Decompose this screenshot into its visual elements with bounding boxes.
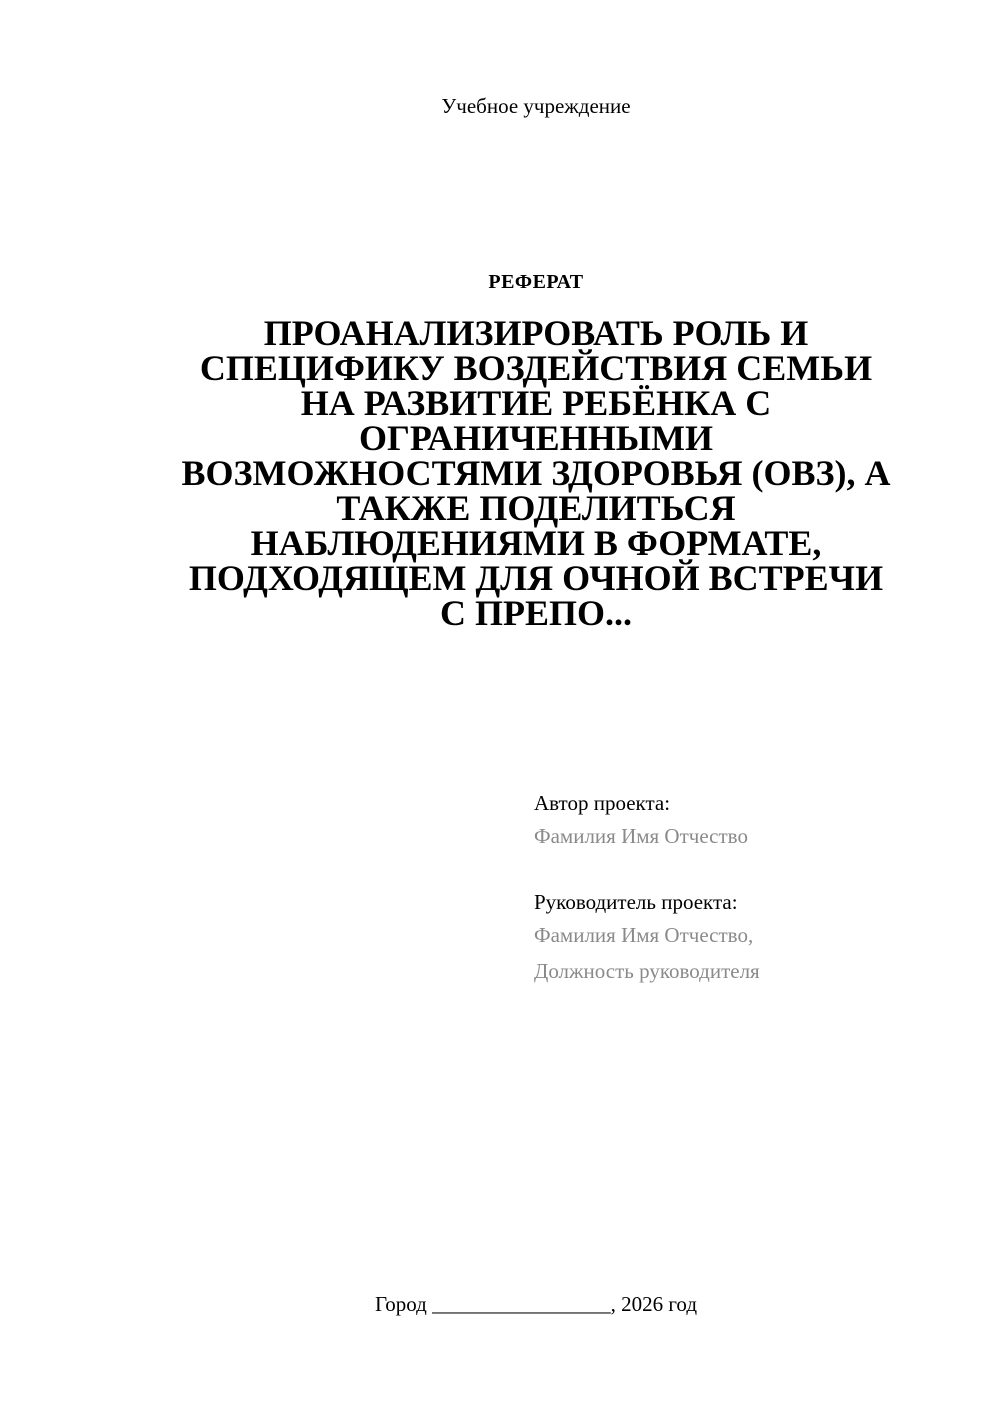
- author-label: Автор проекта:: [534, 791, 671, 815]
- title-line: НА РАЗВИТИЕ РЕБЁНКА С: [300, 383, 772, 423]
- title-line: ПОДХОДЯЩЕМ ДЛЯ ОЧНОЙ ВСТРЕЧИ: [188, 558, 884, 598]
- title-line: НАБЛЮДЕНИЯМИ В ФОРМАТЕ,: [250, 523, 822, 563]
- title-line: СПЕЦИФИКУ ВОЗДЕЙСТВИЯ СЕМЬИ: [199, 348, 873, 388]
- supervisor-name: Фамилия Имя Отчество,: [534, 923, 754, 947]
- author-name: Фамилия Имя Отчество: [534, 824, 748, 848]
- credits-spacer: [534, 854, 954, 887]
- title-line: ТАКЖЕ ПОДЕЛИТЬСЯ: [336, 488, 736, 528]
- document-title: [150, 313, 922, 633]
- title-line: ВОЗМОЖНОСТЯМИ ЗДОРОВЬЯ (ОВЗ), А: [181, 453, 891, 493]
- document-type: РЕФЕРАТ: [488, 271, 584, 293]
- title-line: ОГРАНИЧЕННЫМИ: [358, 418, 714, 458]
- institution-name: Учебное учреждение: [441, 94, 631, 118]
- title-line: ПРОАНАЛИЗИРОВАТЬ РОЛЬ И: [263, 313, 809, 353]
- title-line: С ПРЕПО...: [439, 593, 632, 633]
- supervisor-label: Руководитель проекта:: [534, 890, 738, 914]
- supervisor-position: Должность руководителя: [534, 959, 760, 983]
- city-year-line: Город _________________, 2026 год: [374, 1292, 698, 1316]
- credits-block: [534, 788, 954, 989]
